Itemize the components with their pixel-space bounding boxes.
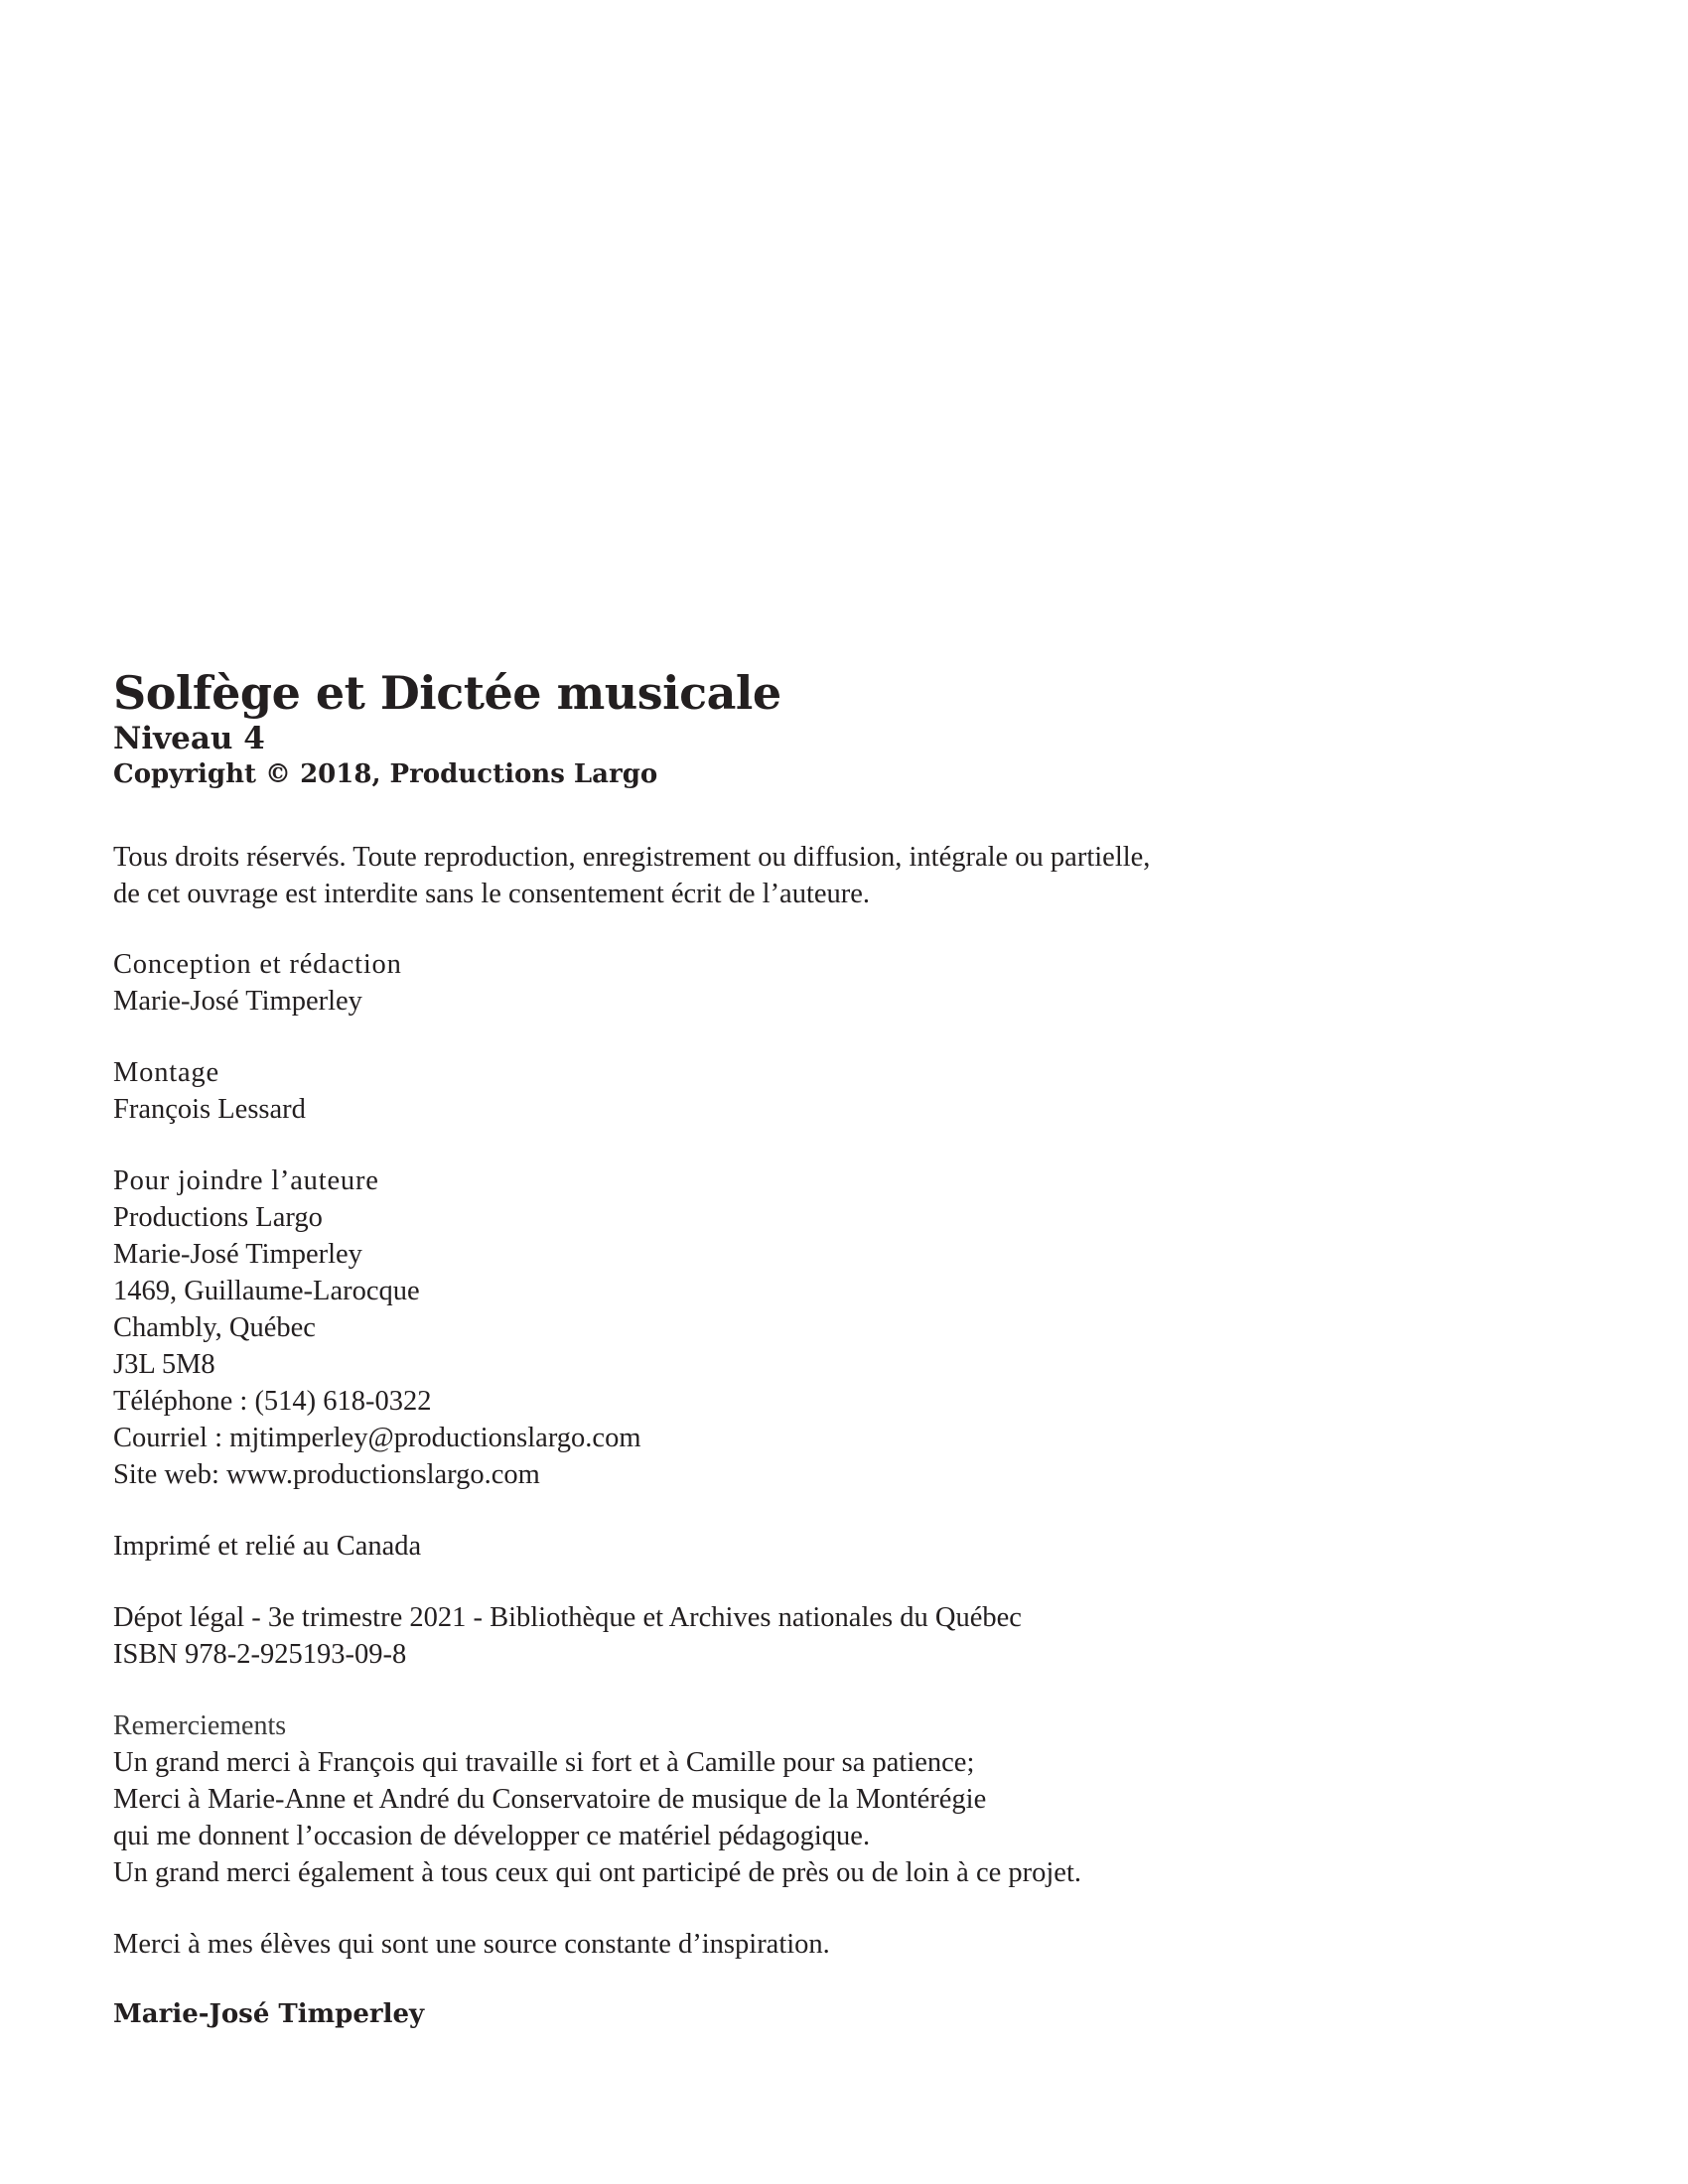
isbn: ISBN 978-2-925193-09-8: [113, 1639, 407, 1670]
conception-name: Marie-José Timperley: [113, 986, 362, 1017]
contact-email: Courriel : mjtimperley@productionslargo.com: [113, 1423, 641, 1453]
book-level: Niveau 4: [113, 721, 265, 756]
book-title: Solfège et Dictée musicale: [113, 666, 781, 720]
printed-block: [113, 1528, 1503, 1565]
thanks-text: [113, 1744, 1503, 1891]
author-signature: Marie-José Timperley: [113, 1999, 425, 2029]
conception-block: [113, 946, 1503, 1020]
contact-address: [113, 1199, 1503, 1493]
contact-city: Chambly, Québec: [113, 1312, 316, 1343]
rights-block: [113, 839, 1503, 912]
signature-block: [113, 1997, 1503, 2031]
thanks-line: qui me donnent l’occasion de développer ce matériel pédagogique.: [113, 1821, 871, 1851]
legal-block: [113, 1599, 1503, 1673]
students-block: [113, 1926, 1503, 1963]
contact-postal-code: J3L 5M8: [113, 1349, 215, 1380]
rights-line: de cet ouvrage est interdite sans le consentement écrit de l’auteure.: [113, 879, 871, 909]
thanks-line: Un grand merci à François qui travaille si fort et à Camille pour sa patience;: [113, 1747, 975, 1778]
title-block: [113, 667, 1503, 790]
thanks-line: Un grand merci également à tous ceux qui ont participé de près ou de loin à ce projet.: [113, 1857, 1081, 1888]
contact-label: Pour joindre l’auteure: [113, 1165, 379, 1196]
contact-phone: Téléphone : (514) 618-0322: [113, 1386, 432, 1417]
conception-label: Conception et rédaction: [113, 949, 402, 980]
thanks-line: Merci à Marie-Anne et André du Conservatoire de musique de la Montérégie: [113, 1784, 987, 1815]
montage-block: [113, 1054, 1503, 1128]
contact-website: Site web: www.productionslargo.com: [113, 1459, 540, 1490]
students-thanks: Merci à mes élèves qui sont une source constante d’inspiration.: [113, 1929, 830, 1960]
thanks-block: [113, 1707, 1503, 1891]
rights-line: Tous droits réservés. Toute reproduction, enregistrement ou diffusion, intégrale ou partielle,: [113, 842, 1151, 873]
thanks-label: Remerciements: [113, 1710, 287, 1741]
montage-label: Montage: [113, 1057, 219, 1088]
legal-deposit: Dépot légal - 3e trimestre 2021 - Bibliothèque et Archives nationales du Québec: [113, 1602, 1022, 1633]
contact-company: Productions Largo: [113, 1202, 323, 1233]
contact-block: [113, 1162, 1503, 1493]
contact-street: 1469, Guillaume-Larocque: [113, 1276, 420, 1306]
contact-name: Marie-José Timperley: [113, 1239, 362, 1270]
rights-text: [113, 839, 1503, 912]
montage-name: François Lessard: [113, 1094, 306, 1125]
printed-note: Imprimé et relié au Canada: [113, 1531, 422, 1562]
copyright-notice: Copyright © 2018, Productions Largo: [113, 759, 658, 789]
